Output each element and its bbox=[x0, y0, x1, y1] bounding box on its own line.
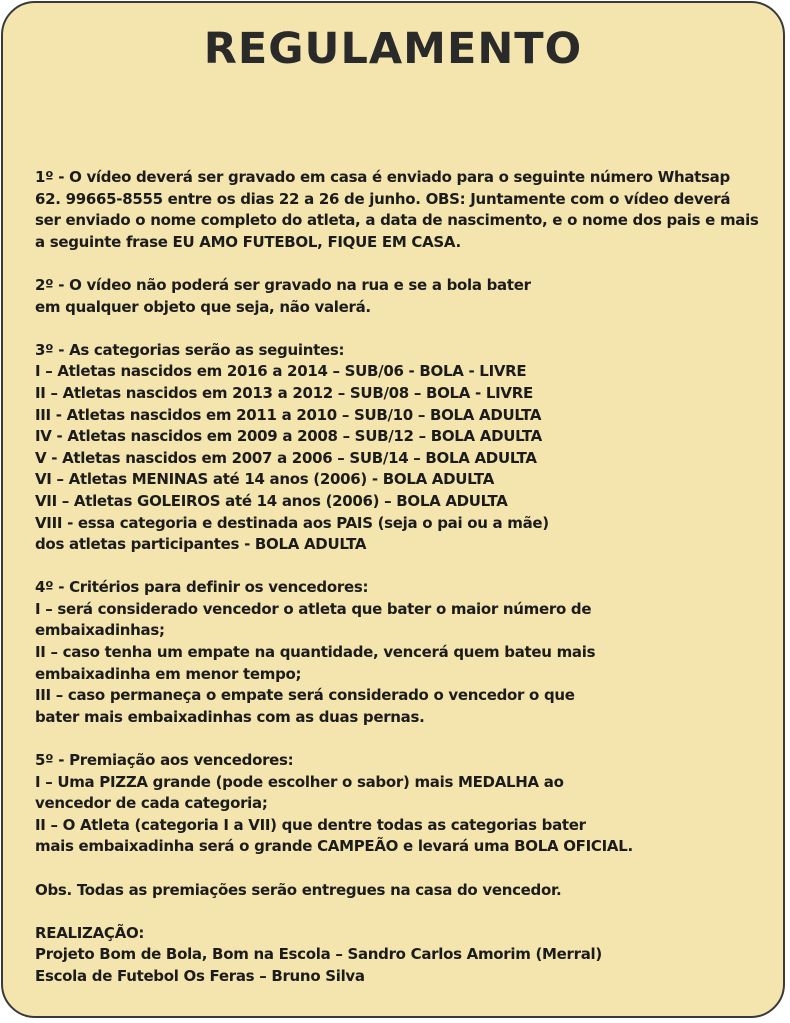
rule-4-criteria bbox=[35, 577, 770, 728]
text-line: Obs. Todas as premiações serão entregues na casa do vencedor. bbox=[35, 880, 562, 899]
text-line: I – Atletas nascidos em 2016 a 2014 – SUB/06 - BOLA - LIVRE bbox=[35, 362, 527, 381]
text-line: embaixadinha em menor tempo; bbox=[35, 664, 302, 683]
text-line: VI – Atletas MENINAS até 14 anos (2006) - BOLA ADULTA bbox=[35, 470, 495, 489]
text-line: II – caso tenha um empate na quantidade, vencerá quem bateu mais bbox=[35, 643, 596, 662]
text-line: Projeto Bom de Bola, Bom na Escola – Sandro Carlos Amorim (Merral) bbox=[35, 945, 602, 964]
text-line: 3º - As categorias serão as seguintes: bbox=[35, 340, 345, 359]
text-line: 1º - O vídeo deverá ser gravado em casa é enviado para o seguinte número Whatsap bbox=[35, 168, 730, 186]
rule-5-prizes bbox=[35, 750, 770, 858]
regulation-card bbox=[1, 1, 785, 1018]
text-line: II – Atletas nascidos em 2013 a 2012 – SUB/08 – BOLA - LIVRE bbox=[35, 383, 533, 402]
text-line: III – caso permaneça o empate será considerado o vencedor o que bbox=[35, 686, 575, 705]
organizers bbox=[35, 923, 770, 988]
text-line: Escola de Futebol Os Feras – Bruno Silva bbox=[35, 966, 365, 985]
text-line: vencedor de cada categoria; bbox=[35, 794, 268, 813]
text-line: a seguinte frase EU AMO FUTEBOL, FIQUE EM CASA. bbox=[35, 232, 461, 251]
text-line: REALIZAÇÃO: bbox=[35, 923, 145, 942]
rule-2 bbox=[35, 275, 770, 318]
rule-1 bbox=[35, 167, 770, 253]
text-line: em qualquer objeto que seja, não valerá. bbox=[35, 297, 371, 316]
text-line: 4º - Critérios para definir os vencedores: bbox=[35, 578, 369, 597]
text-line: I – será considerado vencedor o atleta que bater o maior número de bbox=[35, 599, 592, 618]
text-line: 62. 99665-8555 entre os dias 22 a 26 de junho. OBS: Juntamente com o vídeo deverá bbox=[35, 189, 731, 208]
page-title: REGULAMENTO bbox=[203, 24, 583, 74]
regulation-body bbox=[35, 167, 770, 1009]
text-line: VII – Atletas GOLEIROS até 14 anos (2006) – BOLA ADULTA bbox=[35, 491, 508, 510]
text-line: IV - Atletas nascidos em 2009 a 2008 – SUB/12 – BOLA ADULTA bbox=[35, 427, 542, 446]
text-line: embaixadinhas; bbox=[35, 621, 165, 640]
text-line: I – Uma PIZZA grande (pode escolher o sabor) mais MEDALHA ao bbox=[35, 772, 564, 791]
text-line: 2º - O vídeo não poderá ser gravado na rua e se a bola bater bbox=[35, 275, 531, 294]
observation bbox=[35, 880, 770, 902]
text-line: bater mais embaixadinhas com as duas pernas. bbox=[35, 707, 425, 726]
text-line: 5º - Premiação aos vencedores: bbox=[35, 751, 294, 770]
text-line: ser enviado o nome completo do atleta, a data de nascimento, e o nome dos pais e mais bbox=[35, 211, 759, 230]
text-line: dos atletas participantes - BOLA ADULTA bbox=[35, 535, 367, 554]
text-line: III - Atletas nascidos em 2011 a 2010 – SUB/10 – BOLA ADULTA bbox=[35, 405, 542, 424]
text-line: VIII - essa categoria e destinada aos PAIS (seja o pai ou a mãe) bbox=[35, 513, 549, 532]
text-line: mais embaixadinha será o grande CAMPEÃO e levará uma BOLA OFICIAL. bbox=[35, 837, 633, 856]
text-line: V - Atletas nascidos em 2007 a 2006 – SUB/14 – BOLA ADULTA bbox=[35, 448, 537, 467]
rule-3-categories bbox=[35, 340, 770, 556]
text-line: II – O Atleta (categoria I a VII) que dentre todas as categorias bater bbox=[35, 815, 586, 834]
